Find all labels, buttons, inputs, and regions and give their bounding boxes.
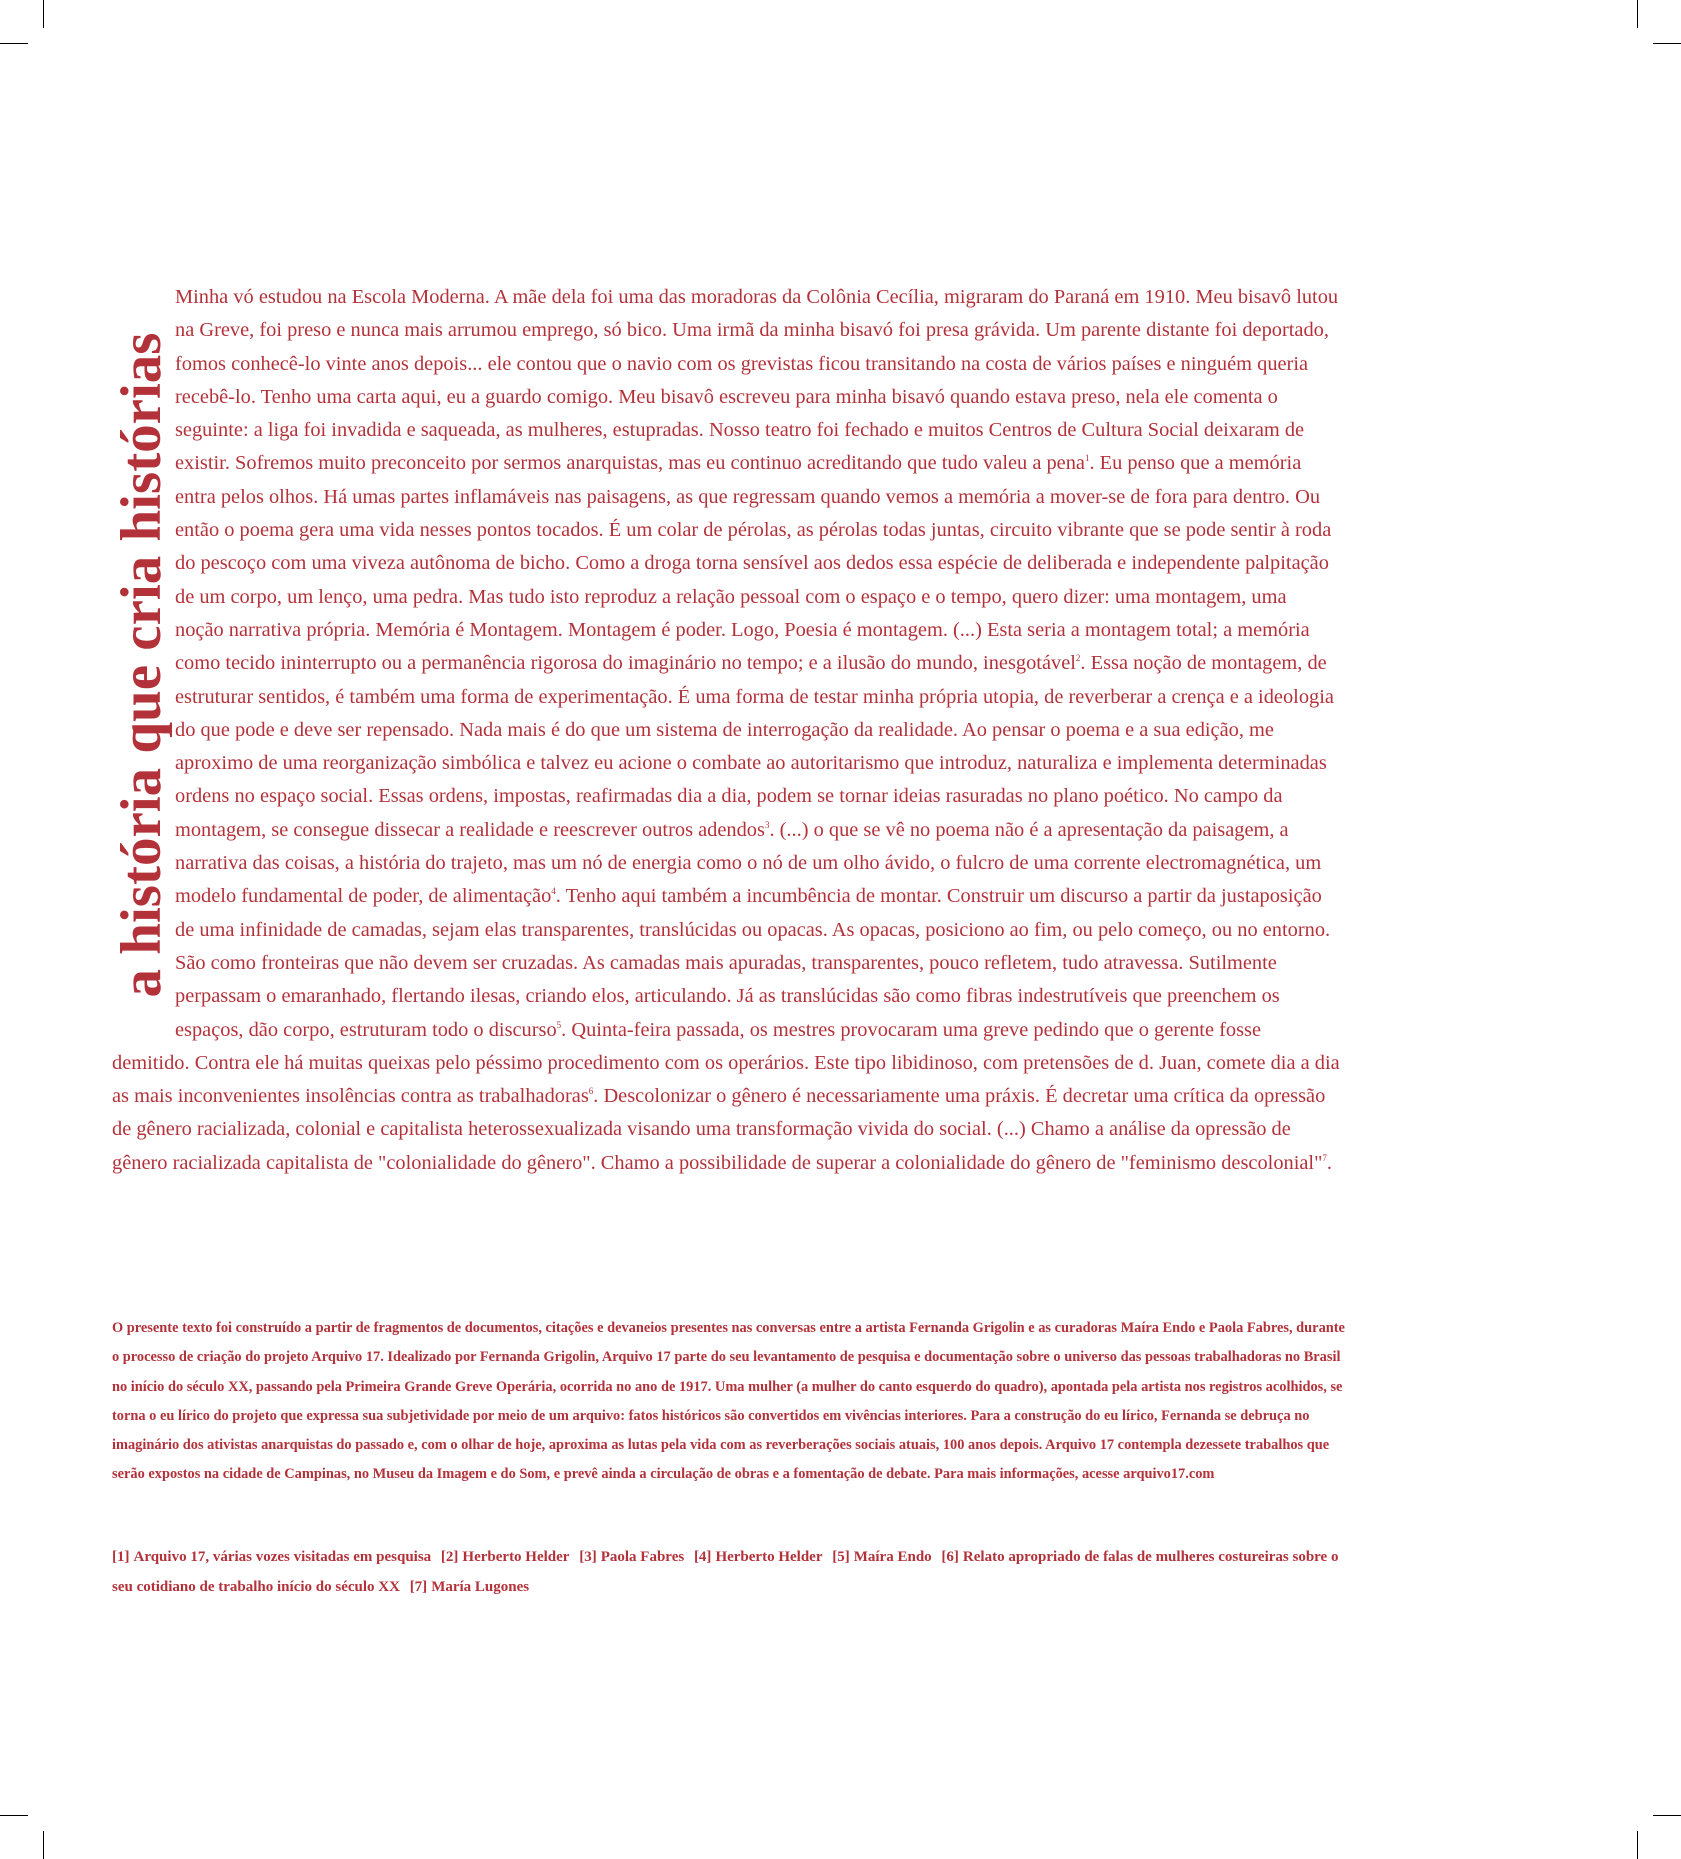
page-title: a história que cria histórias bbox=[110, 332, 173, 998]
footnote-text: Arquivo 17, várias vozes visitadas em pesquisa bbox=[133, 1549, 432, 1565]
body-segment: Minha vó estudou na Escola Moderna. A mãe dela foi uma das moradoras da Colônia Cecília, migraram do Paraná em 1910. Meu bisavô lutou na Greve, foi preso e nunca mais arrumou emprego, só bico. Uma irmã da minha bisavó foi presa grávida. Um parente distante foi deportado, fomos conhecê-lo vinte anos depois... ele contou que o navio com os grevistas ficou transitando na costa de vários países e ninguém queria recebê-lo. Tenho uma carta aqui, eu a guardo comigo. Meu bisavô escreveu para minha bisavó quando estava preso, nela ele comenta o seguinte: a liga foi invadida e saqueada, as mulheres, estupradas. Nosso teatro foi fechado e muitos Centros de Cultura Social deixaram de existir. Sofremos muito preconceito por sermos anarquistas, mas eu continuo acreditando que tudo valeu a pena bbox=[175, 286, 1339, 475]
crop-mark bbox=[1653, 1815, 1681, 1816]
crop-mark bbox=[0, 43, 28, 44]
footnote bbox=[410, 1579, 529, 1595]
title-gutter bbox=[112, 281, 175, 1014]
footnote bbox=[112, 1549, 431, 1565]
footnotes bbox=[112, 1542, 1352, 1602]
footnote-ref: 3 bbox=[764, 819, 770, 830]
footnote-ref: 2 bbox=[1075, 653, 1081, 664]
body-segment: . Descolonizar o gênero é necessariamente uma práxis. É decretar uma crítica da opressão de gênero racializada, colonial e capitalista heterossexualizada visando uma transformação vivida do social. (...) Chamo a análise da opressão de gênero racializada capitalista de "colonialidade do gênero". Chamo a possibilidade de superar a colonialidade do gênero de "feminismo descolonial" bbox=[112, 1085, 1326, 1174]
footnote-ref: 4 bbox=[551, 886, 556, 897]
footnote-ref: 7 bbox=[1322, 1152, 1327, 1163]
footnote-text: María Lugones bbox=[431, 1579, 530, 1595]
crop-mark bbox=[1637, 1831, 1638, 1859]
footnote-number: [5] bbox=[832, 1549, 850, 1565]
footnote-number: [7] bbox=[409, 1579, 428, 1595]
footnote bbox=[832, 1549, 931, 1565]
crop-mark bbox=[1653, 43, 1681, 44]
footnote-text: Paola Fabres bbox=[600, 1549, 685, 1565]
crop-mark bbox=[43, 1831, 44, 1859]
body-segment: . Tenho aqui também a incumbência de montar. Construir um discurso a partir da justaposição de uma infinidade de camadas, sejam elas transparentes, translúcidas ou opacas. As opacas, posiciono ao fim, ou pelo começo, ou no entorno. São como fronteiras que não devem ser cruzadas. As camadas mais apuradas, transparentes, pouco refletem, tudo atravessa. Sutilmente perpassam o emaranhado, flertando ilesas, criando elos, articulando. Já as translúcidas são como fibras indestrutíveis que preenchem os espaços, dão corpo, estruturam todo o discurso bbox=[175, 885, 1331, 1041]
footnote bbox=[441, 1549, 570, 1565]
footnote-number: [6] bbox=[941, 1549, 959, 1565]
footnote-number: [4] bbox=[693, 1549, 712, 1565]
footnote bbox=[579, 1549, 684, 1565]
footnote-ref: 6 bbox=[588, 1086, 594, 1097]
crop-mark bbox=[0, 1815, 28, 1816]
crop-mark bbox=[1637, 0, 1638, 28]
body-segment: . Quinta-feira passada, os mestres provocaram uma greve pedindo que o gerente fosse demitido. Contra ele há muitas queixas pelo péssimo procedimento com os operários. Este tipo libidinoso, com pretensões de d. Juan, comete dia a dia as mais inconvenientes insolências contra as trabalhadoras bbox=[112, 1018, 1340, 1108]
footnote-text: Herberto Helder bbox=[462, 1549, 570, 1565]
body-segment: . bbox=[1326, 1151, 1333, 1174]
footnote-number: [3] bbox=[579, 1549, 597, 1565]
body-segment: . (...) o que se vê no poema não é a apresentação da paisagem, a narrativa das coisas, a história do trajeto, mas um nó de energia como o nó de um olho ávido, o fulcro de uma corrente electromagnética, um modelo fundamental de poder, de alimentação bbox=[175, 818, 1322, 908]
footnote-ref: 5 bbox=[556, 1019, 562, 1030]
body-text bbox=[112, 281, 1340, 1180]
footnote-number: [1] bbox=[112, 1549, 130, 1565]
footnote-text: Maíra Endo bbox=[853, 1549, 932, 1565]
footnote-number: [2] bbox=[440, 1549, 459, 1565]
body-segment: . Essa noção de montagem, de estruturar sentidos, é também uma forma de experimentação. É uma forma de testar minha própria utopia, de reverberar a crença e a ideologia do que pode e deve ser repensado. Nada mais é do que um sistema de interrogação da realidade. Ao pensar o poema e a sua edição, me aproximo de uma reorganização simbólica e talvez eu acione o combate ao autoritarismo que introduz, naturaliza e implementa determinadas ordens no espaço social. Essas ordens, impostas, reafirmadas dia a dia, podem se tornar ideias rasuradas no plano poético. No campo da montagem, se consegue dissecar a realidade e reescrever outros adendos bbox=[175, 652, 1334, 841]
body-segment: . Eu penso que a memória entra pelos olhos. Há umas partes inflamáveis nas paisagens, as que regressam quando vemos a memória a mover-se de fora para dentro. Ou então o poema gera uma vida nesses pontos tocados. É um colar de pérolas, as pérolas todas juntas, circuito vibrante que se pode sentir à roda do pescoço com uma viveza autônoma de bicho. Como a droga torna sensível aos dedos essa espécie de deliberada e independente palpitação de um corpo, um lenço, uma pedra. Mas tudo isto reproduz a relação pessoal com o espaço e o tempo, quero dizer: uma montagem, uma noção narrativa própria. Memória é Montagem. Montagem é poder. Logo, Poesia é montagem. (...) Esta seria a montagem total; a memória como tecido ininterrupto ou a permanência rigorosa do imaginário no tempo; e a ilusão do mundo, inesgotável bbox=[175, 452, 1332, 675]
footnote bbox=[694, 1549, 823, 1565]
footnote-text: Relato apropriado de falas de mulheres costureiras sobre o seu cotidiano de trabalho início do século XX bbox=[112, 1549, 1339, 1595]
footnote-ref: 1 bbox=[1084, 453, 1090, 464]
footnote-text: Herberto Helder bbox=[715, 1549, 823, 1565]
credits-paragraph: O presente texto foi construído a partir de fragmentos de documentos, citações e devaneios presentes nas conversas entre a artista Fernanda Grigolin e as curadoras Maíra Endo e Paola Fabres, durante o processo de criação do projeto Arquivo 17. Idealizado por Fernanda Grigolin, Arquivo 17 parte do seu levantamento de pesquisa e documentação sobre o universo das pessoas trabalhadoras no Brasil no início do século XX, passando pela Primeira Grande Greve Operária, ocorrida no ano de 1917. Uma mulher (a mulher do canto esquerdo do quadro), apontada pela artista nos registros acolhidos, se torna o eu lírico do projeto que expressa sua subjetividade por meio de um arquivo: fatos históricos são convertidos em vivências interiores. Para a construção do eu lírico, Fernanda se debruça no imaginário dos ativistas anarquistas do passado e, com o olhar de hoje, aproxima as lutas pela vida com as reverberações sociais atuais, 100 anos depois. Arquivo 17 contempla dezessete trabalhos que serão expostos na cidade de Campinas, no Museu da Imagem e do Som, e prevê ainda a circulação de obras e a fomentação de debate. Para mais informações, acesse arquivo17.com bbox=[112, 1320, 1345, 1483]
crop-mark bbox=[43, 0, 44, 28]
